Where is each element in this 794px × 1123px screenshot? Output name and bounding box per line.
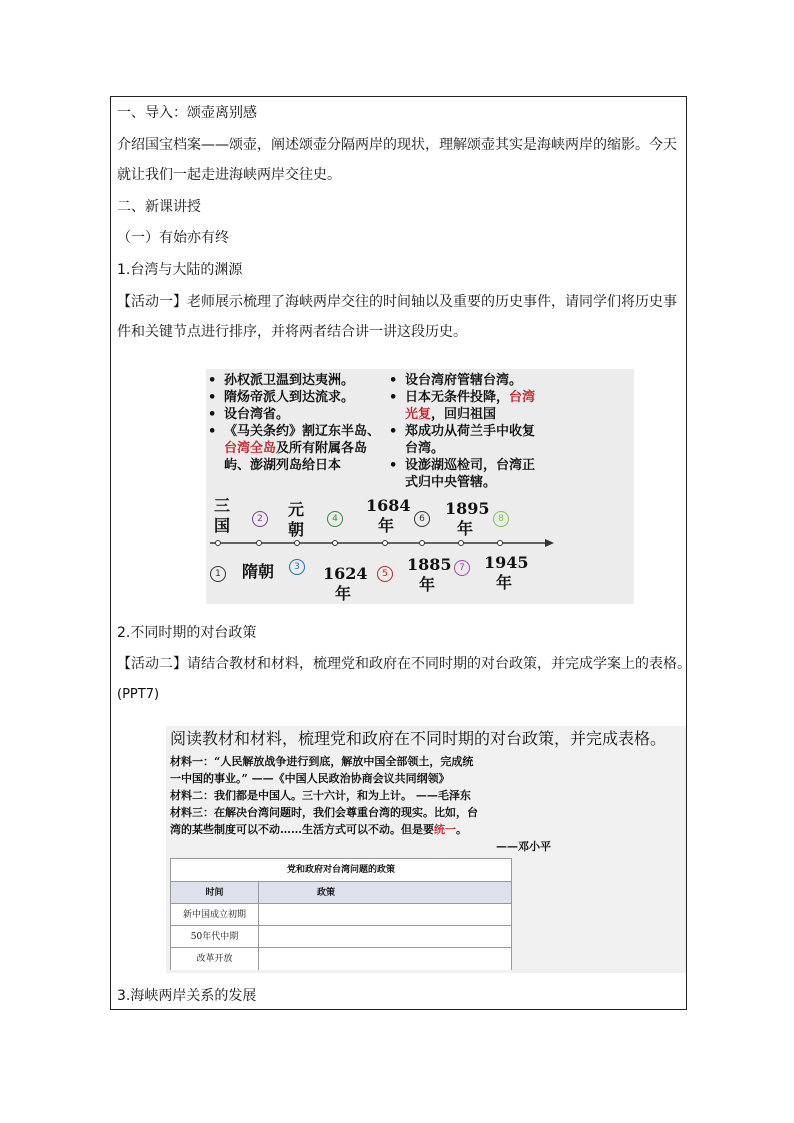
activity2-line2: (PPT7): [117, 687, 160, 702]
bullet-icon: •: [389, 373, 398, 388]
label-yuan-2: 朝: [287, 520, 304, 539]
label-1885-nian: 年: [418, 575, 435, 594]
circle-5: 5: [377, 566, 393, 582]
circle-1: 1: [210, 566, 226, 582]
intro-heading: 一、导入：颂壶离别感: [117, 105, 257, 121]
policy-table: [170, 858, 512, 970]
label-1624-nian: 年: [334, 584, 351, 603]
left-event-3: [208, 406, 289, 423]
right-event-1: [389, 372, 522, 389]
policy-slide-title: 阅读教材和材料，梳理党和政府在不同时期的对台政策，并完成表格。: [170, 729, 667, 748]
table-header-row: [171, 881, 511, 904]
bullet-icon: •: [389, 424, 398, 439]
left-event-3-text: 设台湾省。: [224, 407, 290, 422]
tick-7: [459, 541, 464, 546]
highlight-red-text: 统一: [434, 823, 456, 836]
left-event-4-cont1: [224, 440, 367, 457]
label-1945-nian: 年: [495, 573, 512, 592]
new-lesson-heading: 二、新课讲授: [117, 199, 201, 215]
highlight-red-text: 台湾: [509, 390, 536, 405]
tick-6: [420, 541, 425, 546]
left-event-1-text: 孙权派卫温到达夷洲。: [224, 373, 355, 388]
timeline-arrow-icon: [545, 539, 554, 547]
bullet-icon: •: [208, 407, 217, 422]
material3-attribution: ——邓小平: [496, 840, 551, 853]
label-1945-year: 1945: [484, 553, 529, 572]
tick-4: [333, 541, 338, 546]
highlight-red-text: 台湾全岛: [224, 441, 277, 456]
bullet-icon: •: [389, 458, 398, 473]
circle-8: 8: [493, 511, 509, 527]
sub3-heading: 3.海峡两岸关系的发展: [117, 988, 257, 1004]
row-policy-cell[interactable]: [259, 948, 511, 970]
activity1-line1: 【活动一】老师展示梳理了海峡两岸交往的时间轴以及重要的历史事件，请同学们将历史事: [117, 294, 677, 310]
bullet-icon: •: [389, 390, 398, 405]
tick-8: [498, 541, 503, 546]
table-row: [171, 903, 511, 926]
circle-7: 7: [454, 560, 470, 576]
right-event-2-cont-rest: ，回归祖国: [431, 407, 497, 422]
material3-line2-post: 。: [456, 823, 467, 836]
circle-2: 2: [252, 511, 268, 527]
right-event-3-cont: 台湾。: [405, 441, 445, 456]
row-period: 50年代中期: [171, 926, 259, 948]
header-period: 时间: [171, 882, 259, 904]
table-caption: 党和政府对台湾问题的政策: [286, 865, 395, 875]
right-event-2-cont: [405, 406, 496, 423]
label-sanguo-1: 三: [213, 496, 230, 515]
row-period: 新中国成立初期: [171, 904, 259, 926]
intro-paragraph-line1: 介绍国宝档案——颂壶，阐述颂壶分隔两岸的现状，理解颂壶其实是海峡两岸的缩影。今天: [117, 137, 677, 153]
label-1945: [484, 553, 529, 593]
label-sanguo-2: 国: [213, 516, 230, 535]
row-policy-cell[interactable]: [259, 926, 511, 948]
material3-line1: 材料三：在解决台湾问题时，我们会尊重台湾的现实。比如，台: [170, 806, 478, 819]
label-1624: [323, 564, 368, 604]
left-event-4-cont2: 屿、澎湖列岛给日本: [224, 458, 342, 473]
tick-3: [295, 541, 300, 546]
left-event-2: [208, 389, 354, 406]
table-row: [171, 947, 511, 970]
header-policy: 政策: [317, 888, 336, 898]
label-1684-year: 1684: [366, 496, 411, 515]
right-event-3-text: 郑成功从荷兰手中收复: [405, 424, 536, 439]
material2-line: 材料二：我们都是中国人。三十六计，和为上计。 ——毛泽东: [170, 789, 471, 802]
right-event-2-text: 日本无条件投降，: [405, 390, 510, 405]
label-1684-nian: 年: [377, 516, 394, 535]
part1-heading: （一）有始亦有终: [117, 230, 229, 246]
bullet-icon: •: [208, 390, 217, 405]
highlight-red-text: 光复: [405, 407, 432, 422]
left-event-2-text: 隋炀帝派人到达流求。: [224, 390, 355, 405]
label-1895: [445, 499, 490, 539]
label-sanguo: [212, 496, 232, 536]
right-event-4-text: 设澎湖巡检司，台湾正: [405, 458, 536, 473]
material1-line1: 材料一：“人民解放战争进行到底，解放中国全部领土，完成统: [170, 755, 474, 768]
circle-3: 3: [289, 559, 305, 575]
circle-6: 6: [414, 511, 430, 527]
right-event-4-cont: 式归中央管辖。: [405, 475, 497, 490]
left-event-1: [208, 372, 354, 389]
label-yuanchao: [285, 500, 307, 540]
right-event-4: [389, 457, 535, 474]
label-suichao: 隋朝: [241, 562, 274, 581]
label-yuan-1: 元: [287, 500, 304, 519]
label-1885: [407, 555, 452, 595]
intro-paragraph-line2: 就让我们一起走进海峡两岸交往史。: [117, 167, 341, 183]
left-event-4-text: 《马关条约》割辽东半岛、: [224, 424, 381, 439]
sub2-heading: 2.不同时期的对台政策: [117, 625, 257, 641]
timeline-axis: [206, 535, 566, 551]
material3-line2-pre: 湾的某些制度可以不动……生活方式可以不动。但是要: [170, 823, 434, 836]
sub1-heading: 1.台湾与大陆的渊源: [117, 262, 243, 278]
left-event-4: [208, 423, 380, 440]
left-event-4-cont1-rest: 及所有附属各岛: [276, 441, 368, 456]
label-1624-year: 1624: [323, 564, 368, 583]
label-1885-year: 1885: [407, 555, 452, 574]
tick-1: [216, 541, 221, 546]
bullet-icon: •: [208, 373, 217, 388]
activity2-line1: 【活动二】请结合教材和材料，梳理党和政府在不同时期的对台政策，并完成学案上的表格。: [117, 656, 691, 672]
right-event-1-text: 设台湾府管辖台湾。: [405, 373, 523, 388]
bullet-icon: •: [208, 424, 217, 439]
row-policy-cell[interactable]: [259, 904, 511, 926]
label-1895-nian: 年: [456, 519, 473, 538]
activity1-line2: 件和关键节点进行排序，并将两者结合讲一讲这段历史。: [117, 324, 467, 340]
material1-line2: 一中国的事业。” ——《中国人民政治协商会议共同纲领》: [170, 772, 450, 785]
material3-line2: [170, 821, 467, 838]
table-row: [171, 925, 511, 948]
tick-2: [257, 541, 262, 546]
label-1684: [366, 496, 411, 536]
tick-5: [383, 541, 388, 546]
label-1895-year: 1895: [445, 499, 490, 518]
right-event-2: [389, 389, 535, 406]
right-event-3: [389, 423, 535, 440]
row-period: 改革开放: [171, 948, 259, 970]
circle-4: 4: [327, 511, 343, 527]
